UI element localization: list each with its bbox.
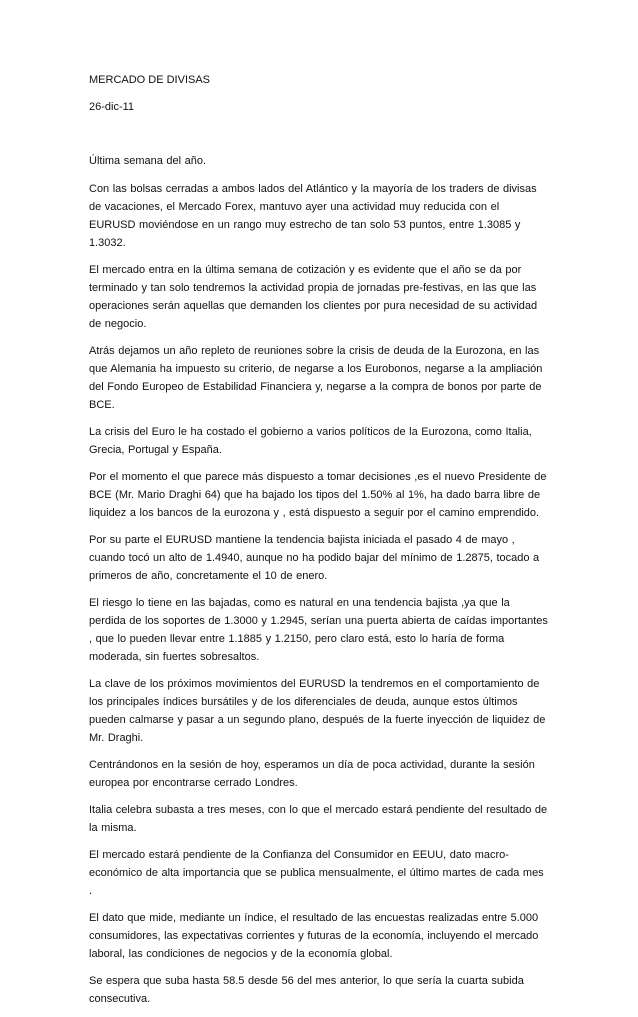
paragraph: Con las bolsas cerradas a ambos lados del Atlántico y la mayoría de los traders de divisas de vacaciones, el Mercado Forex, mantuvo ayer una actividad muy reducida con el EURUSD moviéndose en un rango muy estrecho de tan solo 53 puntos, entre 1.3085 y 1.3032. bbox=[89, 183, 537, 249]
paragraph: Centrándonos en la sesión de hoy, esperamos un día de poca actividad, durante la sesión europea por encontrarse cerrado Londres. bbox=[89, 759, 535, 789]
paragraph: El mercado estará pendiente de la Confianza del Consumidor en EEUU, dato macro-económico de alta importancia que se publica mensualmente, el último martes de cada mes . bbox=[89, 849, 544, 897]
paragraph: La crisis del Euro le ha costado el gobierno a varios políticos de la Eurozona, como Italia, Grecia, Portugal y España. bbox=[89, 426, 532, 456]
paragraph: Por el momento el que parece más dispuesto a tomar decisiones ,es el nuevo Presidente de BCE (Mr. Mario Draghi 64) que ha bajado los tipos del 1.50% al 1%, ha dado barra libre de liquidez a los bancos de la eurozona y , está dispuesto a seguir por el camino emprendido. bbox=[89, 471, 547, 519]
paragraph: Italia celebra subasta a tres meses, con lo que el mercado estará pendiente del resultado de la misma. bbox=[89, 804, 548, 834]
document-title: MERCADO DE DIVISAS bbox=[89, 74, 211, 86]
paragraph: El riesgo lo tiene en las bajadas, como es natural en una tendencia bajista ,ya que la perdida de los soportes de 1.3000 y 1.2945, serían una puerta abierta de caídas importantes , que lo pueden llevar entre 1.1885 y 1.2150, pero claro está, esto lo haría de forma moderada, sin fuertes sobresaltos. bbox=[89, 597, 548, 663]
paragraph: El mercado entra en la última semana de cotización y es evidente que el año se da por terminado y tan solo tendremos la actividad propia de jornadas pre-festivas, en las que las operaciones serán aquellas que demanden los clientes por pura necesidad de su actividad de negocio. bbox=[89, 264, 538, 330]
document-page bbox=[89, 72, 549, 1017]
paragraph: Se espera que suba hasta 58.5 desde 56 del mes anterior, lo que sería la cuarta subida consecutiva. bbox=[89, 975, 524, 1005]
paragraph: Atrás dejamos un año repleto de reuniones sobre la crisis de deuda de la Eurozona, en las que Alemania ha impuesto su criterio, de negarse a los Eurobonos, negarse a la ampliación del Fondo Europeo de Estabilidad Financiera y, negarse a la compra de bonos por parte de BCE. bbox=[89, 345, 543, 411]
document-date: 26-dic-11 bbox=[89, 101, 135, 113]
paragraph: El dato que mide, mediante un índice, el resultado de las encuestas realizadas entre 5.000 consumidores, las expectativas corrientes y futuras de la economía, incluyendo el mercado laboral, las condiciones de negocios y de la economía global. bbox=[89, 912, 539, 960]
paragraph-intro: Última semana del año. bbox=[89, 155, 207, 167]
paragraph: La clave de los próximos movimientos del EURUSD la tendremos en el comportamiento de los principales índices bursátiles y de los diferenciales de deuda, aunque estos últimos pueden calmarse y pasar a un segundo plano, después de la fuerte inyección de liquidez de Mr. Draghi. bbox=[89, 678, 546, 744]
paragraph: Por su parte el EURUSD mantiene la tendencia bajista iniciada el pasado 4 de mayo , cuando tocó un alto de 1.4940, aunque no ha podido bajar del mínimo de 1.2875, tocado a primeros de año, concretamente el 10 de enero. bbox=[89, 534, 540, 582]
